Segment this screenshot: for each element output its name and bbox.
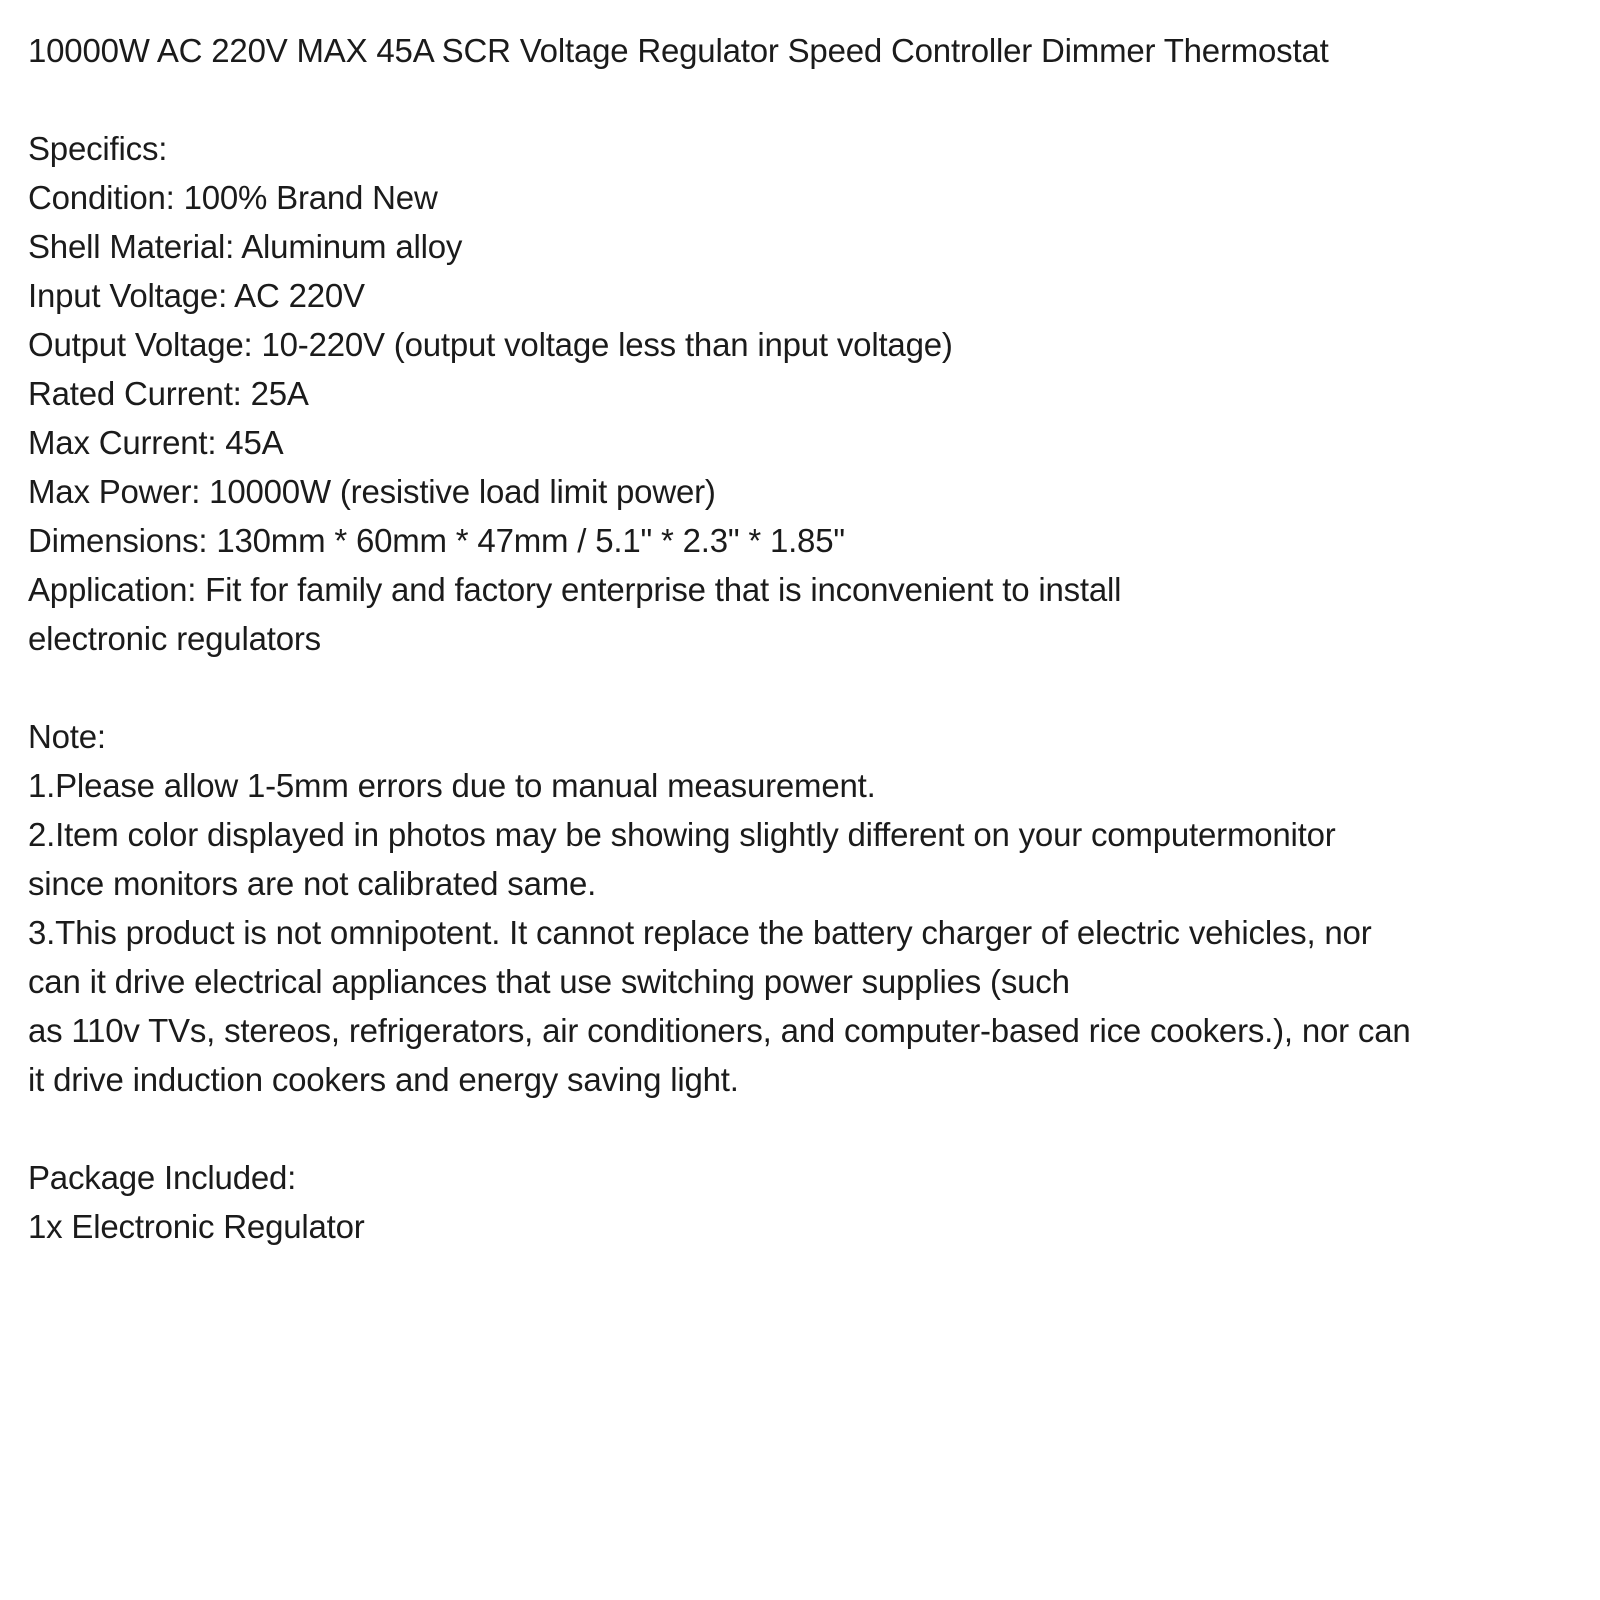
spec-line-rated-current: Rated Current: 25A — [28, 375, 309, 412]
spec-line-application: Application: Fit for family and factory enterprise that is inconvenient to install — [28, 571, 1122, 608]
spec-line-condition: Condition: 100% Brand New — [28, 179, 438, 216]
note-line-3: 3.This product is not omnipotent. It cannot replace the battery charger of electric vehicles, nor — [28, 914, 1372, 951]
note-line-2-cont: since monitors are not calibrated same. — [28, 865, 597, 902]
section-heading: Note: — [28, 718, 106, 755]
spec-line-input-voltage: Input Voltage: AC 220V — [28, 277, 365, 314]
section-package-included — [28, 1153, 1570, 1251]
section-note — [28, 712, 1570, 1104]
section-specifics — [28, 124, 1570, 663]
note-line-3-cont-c: it drive induction cookers and energy saving light. — [28, 1061, 739, 1098]
spec-line-application-cont: electronic regulators — [28, 620, 321, 657]
note-line-3-cont-b: as 110v TVs, stereos, refrigerators, air conditioners, and computer-based rice cookers.), nor can — [28, 1012, 1411, 1049]
document-title: 10000W AC 220V MAX 45A SCR Voltage Regulator Speed Controller Dimmer Thermostat — [28, 32, 1329, 69]
note-line-3-cont-a: can it drive electrical appliances that use switching power supplies (such — [28, 963, 1070, 1000]
note-line-1: 1.Please allow 1-5mm errors due to manual measurement. — [28, 767, 876, 804]
spec-line-output-voltage: Output Voltage: 10-220V (output voltage less than input voltage) — [28, 326, 953, 363]
spec-line-dimensions: Dimensions: 130mm * 60mm * 47mm / 5.1" * 2.3" * 1.85" — [28, 522, 845, 559]
section-heading: Specifics: — [28, 130, 168, 167]
spec-line-max-current: Max Current: 45A — [28, 424, 284, 461]
section-heading: Package Included: — [28, 1159, 297, 1196]
note-line-2: 2.Item color displayed in photos may be showing slightly different on your computermonitor — [28, 816, 1336, 853]
package-line-regulator: 1x Electronic Regulator — [28, 1208, 365, 1245]
spec-line-shell-material: Shell Material: Aluminum alloy — [28, 228, 463, 265]
spec-line-max-power: Max Power: 10000W (resistive load limit power) — [28, 473, 716, 510]
